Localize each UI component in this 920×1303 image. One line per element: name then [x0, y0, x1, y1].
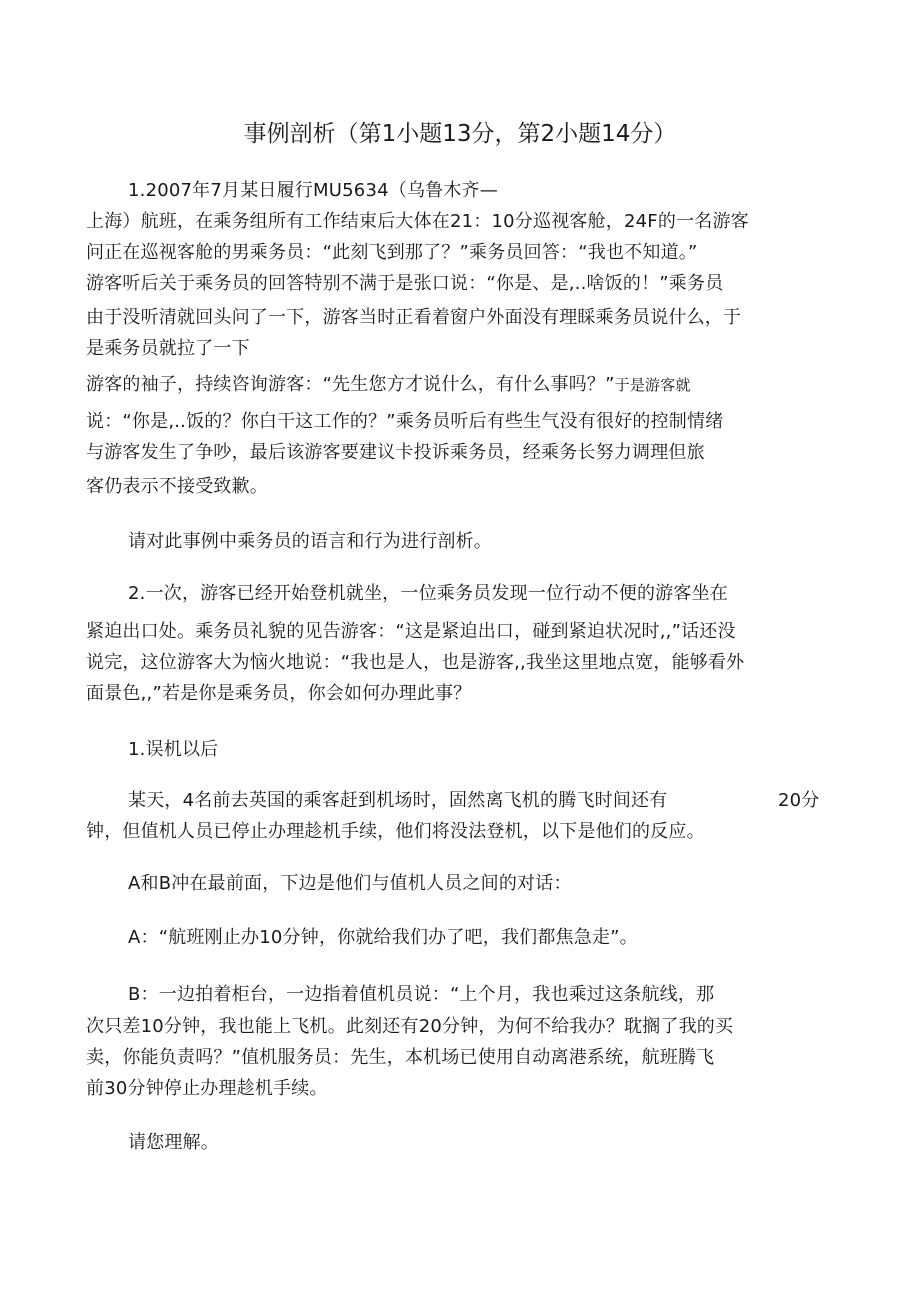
- case1-line-3: 问正在巡视客舱的男乘务员：“此刻飞到那了？”乘务员回答：“我也不知道。”: [86, 242, 698, 263]
- case1-line-4: 游客听后关于乘务员的回答特别不满于是张口说：“你是、是,..啥饭的！”乘务员: [86, 273, 724, 294]
- case3-b-line-3: 卖，你能负责吗？”值机服务员：先生，本机场已使用自动离港系统，航班腾飞: [86, 1047, 715, 1068]
- case3-intro-line-1: 某天，4名前去英国的乘客赶到机场时，固然离飞机的腾飞时间还有: [128, 790, 668, 811]
- case3-b-line-4: 前30分钟停止办理趁机手续。: [86, 1078, 328, 1099]
- case1-line-1: 1.2007年7月某日履行MU5634（乌鲁木齐—: [128, 180, 498, 201]
- case1-line-8: 说：“你是,..饭的？你白干这工作的？”乘务员听后有些生气没有很好的控制情绪: [86, 411, 724, 432]
- case1-line-6: 是乘务员就拉了一下: [86, 338, 250, 359]
- case1-line-10: 客仍表示不接受致歉。: [86, 476, 268, 497]
- case2-line-1: 2.一次，游客已经开始登机就坐，一位乘务员发现一位行动不便的游客坐在: [128, 583, 728, 604]
- case3-ab-line: A和B冲在最前面，下边是他们与值机人员之间的对话：: [128, 873, 572, 894]
- case3-intro-line-1-tail: 20分: [778, 790, 820, 811]
- case3-b-line-1: B：一边拍着柜台，一边指着值机员说：“上个月，我也乘过这条航线，那: [128, 984, 715, 1005]
- case3-closing: 请您理解。: [128, 1132, 219, 1153]
- case1-line-5: 由于没听清就回头问了一下，游客当时正看着窗户外面没有理睬乘务员说什么，于: [86, 307, 742, 328]
- case3-intro-line-2: 钟，但值机人员已停止办理趁机手续，他们将没法登机，以下是他们的反应。: [86, 821, 705, 842]
- page-title: 事例剖析（第1小题13分，第2小题14分）: [243, 121, 677, 147]
- case1-line-7: [86, 372, 691, 398]
- case1-line-7-tail: 于是游客就: [614, 376, 691, 394]
- case1-line-7-main: 游客的袖子，持续咨询游客：“先生您方才说什么，有什么事吗？”: [86, 374, 615, 395]
- case1-line-2: 上海）航班，在乘务组所有工作结束后大体在21：10分巡视客舱，24F的一名游客: [86, 211, 749, 232]
- case3-heading: 1.误机以后: [128, 739, 219, 760]
- case2-line-2: 紧迫出口处。乘务员礼貌的见告游客：“这是紧迫出口，碰到紧迫状况时,,”话还没: [86, 621, 736, 642]
- case1-question: 请对此事例中乘务员的语言和行为进行剖析。: [128, 531, 492, 552]
- case2-line-3: 说完，这位游客大为恼火地说：“我也是人，也是游客,,我坐这里地点宽，能够看外: [86, 652, 745, 673]
- case2-line-4: 面景色,,”若是你是乘务员，你会如何办理此事？: [86, 683, 472, 704]
- case1-line-9: 与游客发生了争吵，最后该游客要建议卡投诉乘务员，经乘务长努力调理但旅: [86, 442, 705, 463]
- case3-a-line: A：“航班刚止办10分钟，你就给我们办了吧，我们都焦急走”。: [128, 927, 638, 948]
- case3-b-line-2: 次只差10分钟，我也能上飞机。此刻还有20分钟，为何不给我办？耽搁了我的买: [86, 1016, 734, 1037]
